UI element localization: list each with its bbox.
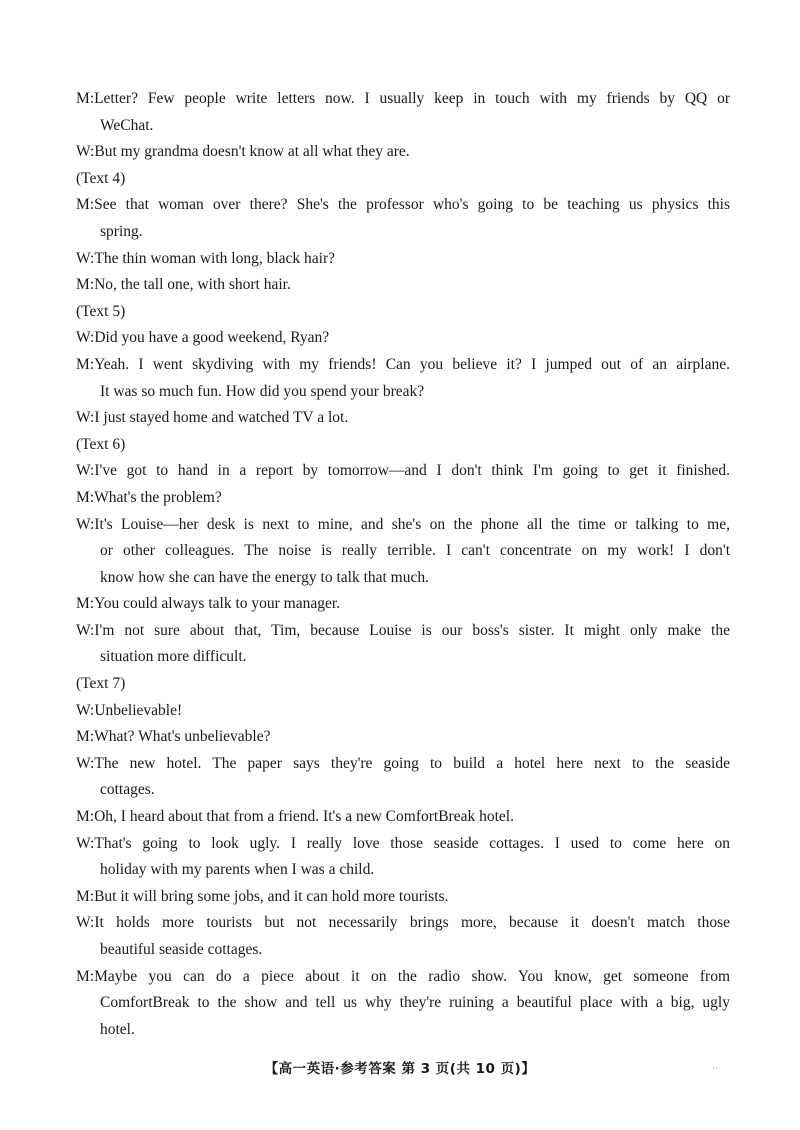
transcript-line: It was so much fun. How did you spend your break?: [100, 382, 425, 400]
transcript-line: cottages.: [100, 781, 155, 799]
text-section-label: (Text 7): [76, 675, 126, 693]
transcript-line: W:That's going to look ugly. I really love those seaside cottages. I used to come here on: [76, 834, 730, 852]
transcript-line: M:What? What's unbelievable?: [76, 728, 271, 746]
transcript-line: M:Maybe you can do a piece about it on the radio show. You know, get someone from: [76, 967, 730, 985]
corner-mark: ··: [712, 1064, 718, 1074]
transcript-line: M:See that woman over there? She's the professor who's going to be teaching us physics this: [76, 196, 730, 214]
transcript-line: M:Oh, I heard about that from a friend. It's a new ComfortBreak hotel.: [76, 808, 514, 826]
transcript-line: ComfortBreak to the show and tell us why they're ruining a beautiful place with a big, ugly: [100, 994, 730, 1012]
page-footer: 【高一英语·参考答案 第 3 页(共 10 页)】: [264, 1061, 536, 1077]
transcript-line: M:Yeah. I went skydiving with my friends! Can you believe it? I jumped out of an airplane.: [76, 355, 730, 373]
transcript-line: W:Did you have a good weekend, Ryan?: [76, 329, 330, 347]
transcript-line: W:I'm not sure about that, Tim, because Louise is our boss's sister. It might only make the: [76, 621, 730, 639]
transcript-line: W:Unbelievable!: [76, 701, 183, 719]
transcript-line: M:No, the tall one, with short hair.: [76, 276, 291, 294]
transcript-line: W:I just stayed home and watched TV a lot.: [76, 409, 349, 427]
transcript-line: or other colleagues. The noise is really terrible. I can't concentrate on my work! I don't: [100, 542, 730, 560]
transcript-line: spring.: [100, 222, 143, 240]
transcript-body: [76, 86, 730, 1043]
transcript-line: M:But it will bring some jobs, and it can hold more tourists.: [76, 887, 449, 905]
text-section-label: (Text 5): [76, 302, 126, 320]
transcript-line: M:What's the problem?: [76, 488, 222, 506]
transcript-line: hotel.: [100, 1020, 135, 1038]
transcript-line: M:You could always talk to your manager.: [76, 595, 341, 613]
transcript-line: beautiful seaside cottages.: [100, 941, 263, 958]
transcript-line: M:Letter? Few people write letters now. I usually keep in touch with my friends by QQ or: [76, 90, 730, 107]
transcript-line: WeChat.: [100, 116, 154, 134]
transcript-line: W:It holds more tourists but not necessarily brings more, because it doesn't match those: [76, 914, 730, 932]
transcript-line: W:It's Louise—her desk is next to mine, and she's on the phone all the time or talking to me,: [76, 515, 730, 533]
transcript-line: W:The new hotel. The paper says they're going to build a hotel here next to the seaside: [76, 754, 730, 772]
transcript-line: W:The thin woman with long, black hair?: [76, 249, 335, 267]
text-section-label: (Text 4): [76, 169, 126, 187]
text-section-label: (Text 6): [76, 435, 126, 453]
transcript-line: W:But my grandma doesn't know at all what they are.: [76, 143, 410, 161]
transcript-line: know how she can have the energy to talk that much.: [100, 568, 429, 586]
transcript-line: W:I've got to hand in a report by tomorrow—and I don't think I'm going to get it finished.: [76, 462, 730, 480]
transcript-line: holiday with my parents when I was a child.: [100, 861, 375, 879]
transcript-line: situation more difficult.: [100, 648, 247, 666]
